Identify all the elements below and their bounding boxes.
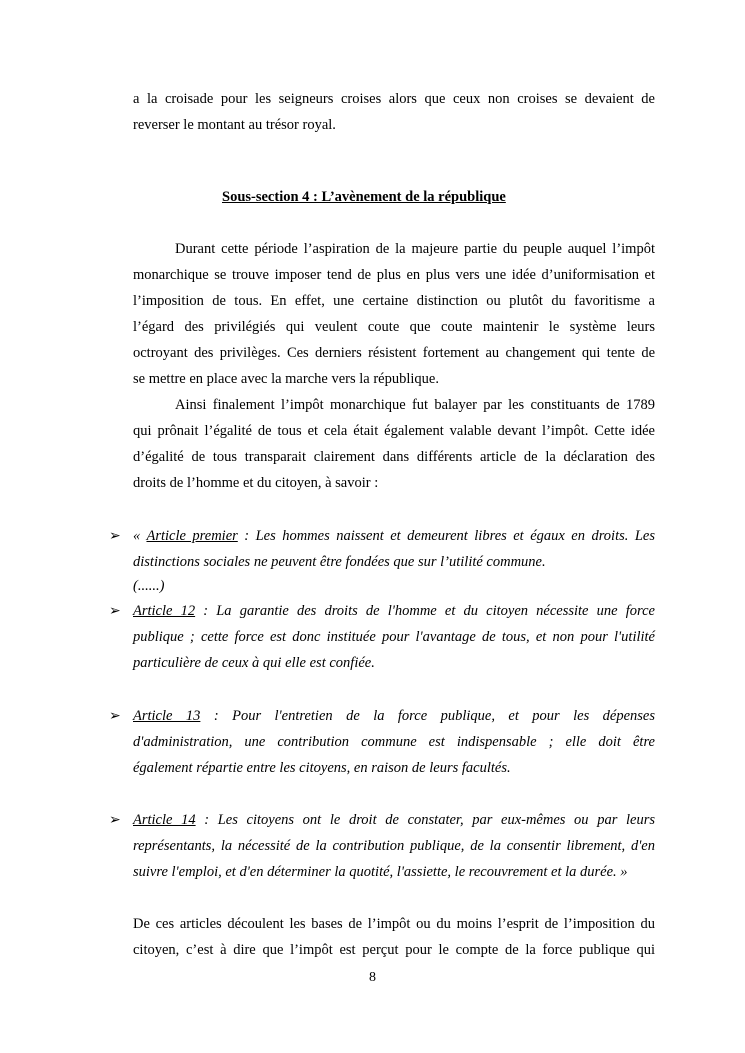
text-line: droits de l’homme et du citoyen, à savoir : [133, 475, 379, 491]
text-line: qui prônait l’égalité de tous et cela était également valable devant l’impôt. Cette idée [133, 423, 655, 439]
paragraph-2 [133, 392, 655, 496]
text-line: De ces articles découlent les bases de l’impôt ou du moins l’esprit de l’imposition du [133, 916, 655, 932]
bullet-arrow-icon: ➢ [109, 604, 121, 619]
text-line: représentants, la nécessité de la contribution publique, de la consentir librement, d'en [133, 838, 655, 854]
article-sep: : [195, 812, 218, 828]
article-14 [133, 807, 655, 885]
text-line: également répartie entre les citoyens, en raison de leurs facultés. [133, 760, 511, 776]
text-line: reverser le montant au trésor royal. [133, 117, 336, 133]
paragraph-3 [133, 911, 655, 963]
text-line: d'administration, une contribution commune est indispensable ; elle doit être [133, 734, 655, 750]
page-number: 8 [369, 970, 376, 985]
open-quote: « [133, 528, 147, 544]
article-title: Article 13 [133, 708, 201, 724]
bullet-arrow-icon: ➢ [109, 813, 121, 828]
text-line: a la croisade pour les seigneurs croises alors que ceux non croises se devaient de [133, 91, 655, 107]
paragraph-1 [133, 236, 655, 392]
text-line: se mettre en place avec la marche vers la république. [133, 371, 439, 387]
article-text: La garantie des droits de l'homme et du citoyen nécessite une force [216, 603, 655, 619]
section-heading: Sous-section 4 : L’avènement de la république [222, 189, 506, 205]
article-text: Les citoyens ont le droit de constater, par eux-mêmes ou par leurs [217, 812, 655, 828]
article-12 [133, 598, 655, 676]
text-line: Durant cette période l’aspiration de la majeure partie du peuple auquel l’impôt [175, 241, 655, 257]
text-line: monarchique se trouve imposer tend de plus en plus vers une idée d’uniformisation et [133, 267, 655, 283]
article-title: Article 14 [133, 812, 196, 828]
article-title: Article premier [146, 528, 238, 544]
text-line: distinctions sociales ne peuvent être fondées que sur l’utilité commune. [133, 554, 546, 570]
bullet-arrow-icon: ➢ [109, 709, 121, 724]
text-line: octroyant des privilèges. Ces derniers résistent fortement au changement qui tente de [133, 345, 655, 361]
article-sep: : [195, 603, 217, 619]
text-line: suivre l'emploi, et d'en déterminer la quotité, l'assiette, le recouvrement et la durée. » [133, 864, 628, 880]
article-text: Les hommes naissent et demeurent libres et égaux en droits. Les [255, 528, 655, 544]
article-13 [133, 703, 655, 781]
text-line: l’imposition de tous. En effet, une certaine distinction ou plutôt du favoritisme a [133, 293, 655, 309]
text-line: (......) [133, 578, 165, 594]
article-premier [133, 523, 655, 597]
article-sep: : [237, 528, 256, 544]
intro-paragraph [133, 86, 655, 138]
article-sep: : [200, 708, 233, 724]
bullet-arrow-icon: ➢ [109, 529, 121, 544]
text-line: particulière de ceux à qui elle est confiée. [133, 655, 375, 671]
text-line: publique ; cette force est donc instituée pour l'avantage de tous, et non pour l'utilité [133, 629, 655, 645]
text-line: l’égard des privilégiés qui veulent coute que coute maintenir le système leurs [133, 319, 655, 335]
text-line: Ainsi finalement l’impôt monarchique fut balayer par les constituants de 1789 [175, 397, 655, 413]
text-line: d’égalité de tous transparait clairement dans différents article de la déclaration des [133, 449, 655, 465]
article-title: Article 12 [133, 603, 196, 619]
text-line: citoyen, c’est à dire que l’impôt est perçut pour le compte de la force publique qui [133, 942, 655, 958]
article-text: Pour l'entretien de la force publique, et pour les dépenses [232, 708, 655, 724]
